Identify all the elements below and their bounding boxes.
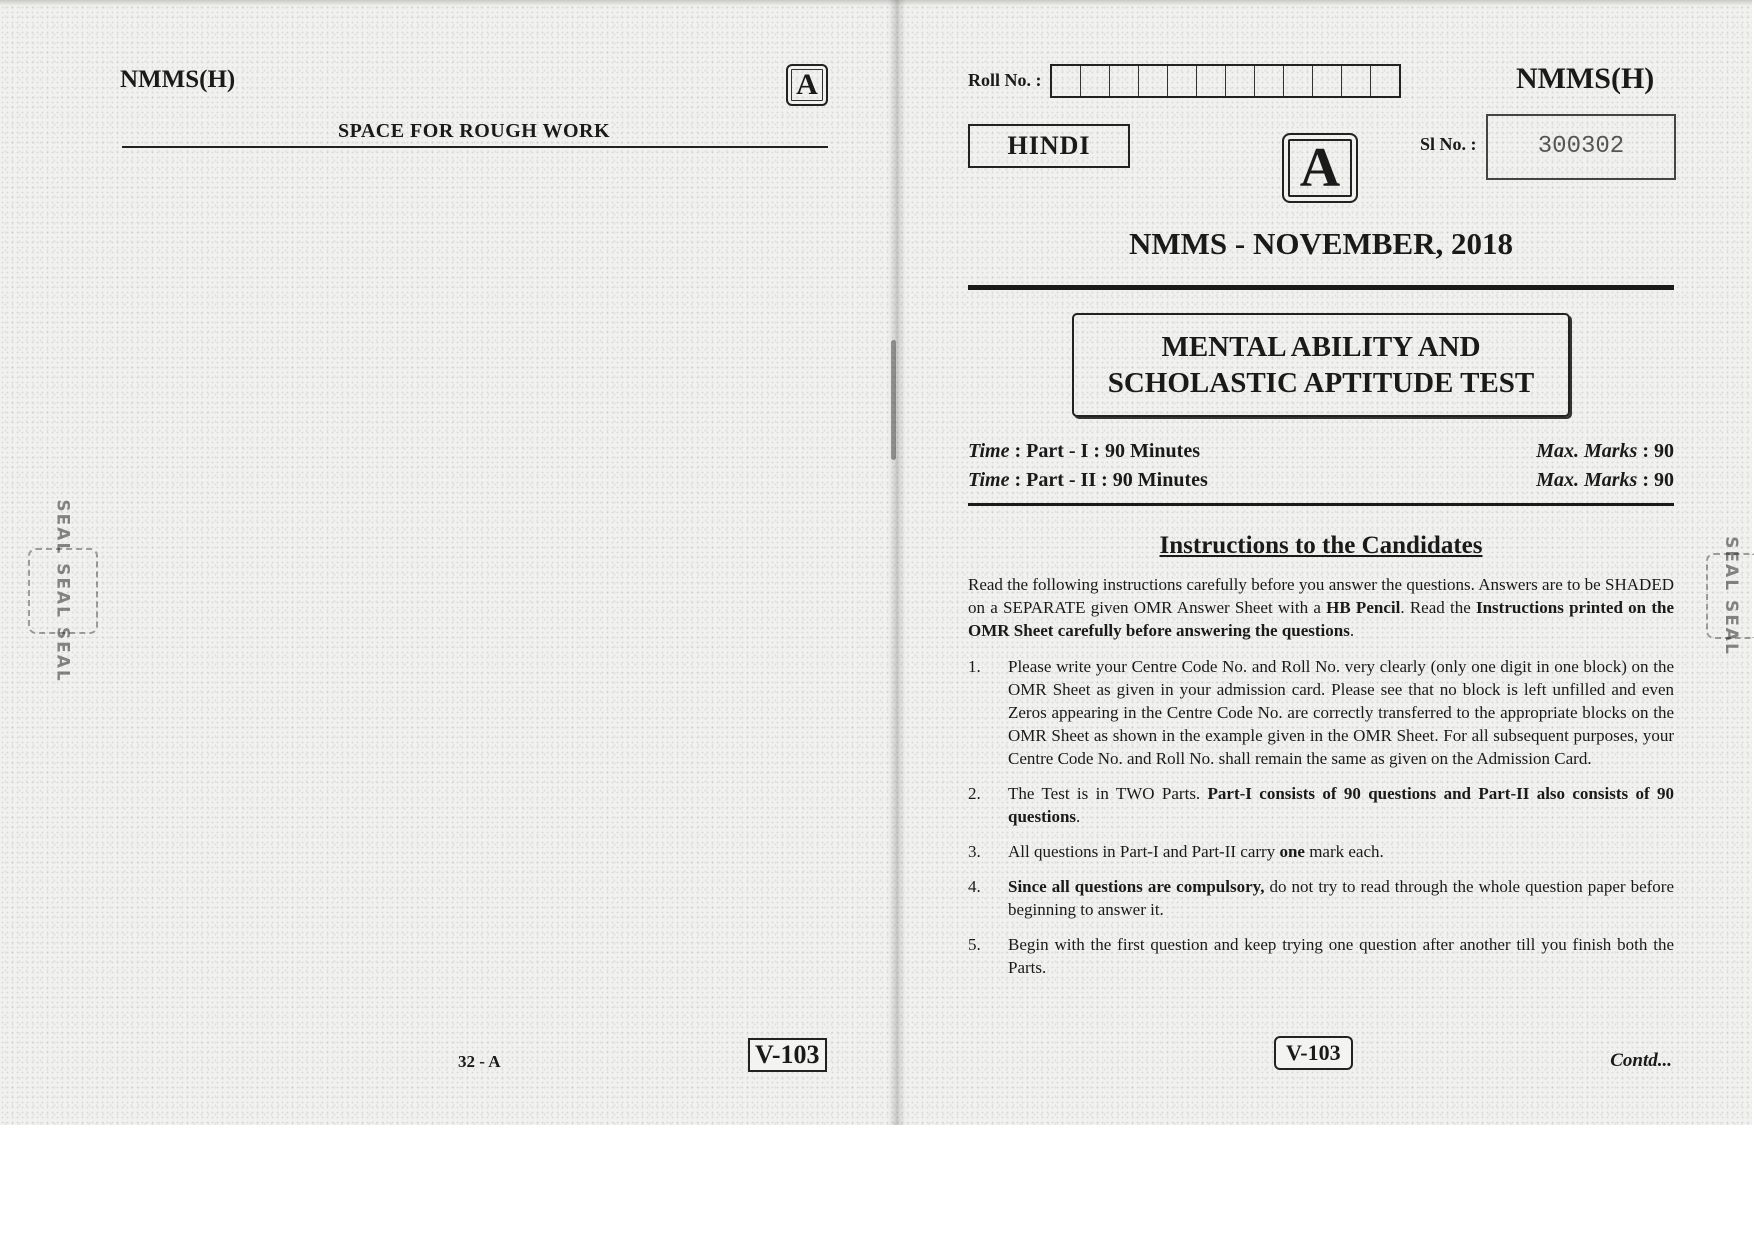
- time-word: Time: [968, 469, 1010, 491]
- time-part-1-value: : Part - I : 90 Minutes: [1009, 440, 1200, 462]
- test-title-line-2: SCHOLASTIC APTITUDE TEST: [1107, 367, 1535, 399]
- time-part-2-value: : Part - II : 90 Minutes: [1009, 469, 1208, 491]
- serial-number-box: 300302: [1486, 114, 1676, 180]
- instruction-text: [1008, 875, 1674, 921]
- max-marks-part-1: [1450, 440, 1674, 463]
- instruction-bold-part: Part-I consists of 90 questions and Part-II also consists of 90 questions: [1008, 784, 1674, 826]
- serial-number-label: Sl No. :: [1420, 134, 1477, 154]
- instruction-text-part: The Test is in TWO Parts.: [1008, 784, 1208, 803]
- roll-cell[interactable]: [1342, 66, 1371, 96]
- language-box: HINDI: [968, 124, 1130, 168]
- right-booklet-code: V-103: [1274, 1036, 1353, 1070]
- continued-label: Contd...: [1610, 1050, 1672, 1071]
- test-title-box: [1072, 313, 1570, 417]
- instruction-item: [968, 840, 1674, 863]
- intro-text: .: [1349, 621, 1355, 640]
- exam-title: NMMS - NOVEMBER, 2018: [1128, 226, 1514, 261]
- intro-text: . Read the: [1400, 598, 1476, 617]
- roll-cell[interactable]: [1226, 66, 1255, 96]
- instruction-text: [1008, 782, 1674, 828]
- instruction-text-part: All questions in Part-I and Part-II carry: [1008, 842, 1280, 861]
- instruction-item: [968, 933, 1674, 979]
- seal-text-left: SEAL SEAL SEAL: [53, 499, 73, 683]
- time-part-1: [968, 440, 1200, 463]
- roll-number-grid[interactable]: [1050, 64, 1401, 98]
- roll-cell[interactable]: [1110, 66, 1139, 96]
- marks-word: Max. Marks: [1536, 469, 1638, 491]
- intro-text: Read the following instructions carefully before you answer the questions. Answers are to be SHADED on a SEPARATE given OMR Answer Sheet with a: [968, 575, 1674, 617]
- roll-cell[interactable]: [1371, 66, 1399, 96]
- test-title-line-1: MENTAL ABILITY AND: [1161, 331, 1481, 363]
- instruction-item: [968, 875, 1674, 921]
- instruction-number: 3.: [968, 842, 981, 861]
- marks-part-2-value: : 90: [1637, 469, 1674, 491]
- roll-cell[interactable]: [1255, 66, 1284, 96]
- page-crease: [891, 340, 896, 460]
- instruction-text-part: do not try to read through the whole question paper before beginning to answer it.: [1008, 877, 1674, 919]
- rough-work-rule: [122, 146, 828, 148]
- instruction-text: Begin with the first question and keep trying one question after another till you finish both the Parts.: [1008, 935, 1674, 977]
- instruction-item: [968, 782, 1674, 828]
- seal-stamp-left: [28, 499, 98, 683]
- roll-number-label: Roll No. :: [968, 70, 1042, 90]
- roll-cell[interactable]: [1052, 66, 1081, 96]
- instruction-item: [968, 655, 1674, 770]
- instruction-number: 4.: [968, 877, 981, 896]
- instructions-intro: [968, 573, 1674, 642]
- roll-cell[interactable]: [1139, 66, 1168, 96]
- instruction-text: [1008, 840, 1674, 863]
- seal-stamp-right: [1706, 536, 1754, 656]
- instruction-text: Please write your Centre Code No. and Roll No. very clearly (only one digit in one block) on the OMR Sheet as given in your admission card. Please see that no block is left unfilled and even Zeros appearing in the Centre Code No. are correctly transferred to the appropriate blocks on the OMR Sheet as shown in the example given in the OMR Sheet. For all subsequent purposes, your Centre Code No. and Roll No. shall remain the same as given on the Admission Card.: [1008, 657, 1674, 768]
- instruction-bold-part: Since all questions are compulsory,: [1008, 877, 1265, 896]
- time-word: Time: [968, 440, 1010, 462]
- rough-work-title: SPACE FOR ROUGH WORK: [337, 120, 611, 142]
- roll-cell[interactable]: [1284, 66, 1313, 96]
- seal-text-right: SEAL SEAL: [1721, 536, 1741, 656]
- instruction-number: 2.: [968, 784, 981, 803]
- left-booklet-code: V-103: [748, 1038, 827, 1072]
- roll-cell[interactable]: [1168, 66, 1197, 96]
- roll-cell[interactable]: [1197, 66, 1226, 96]
- time-part-2: [968, 469, 1208, 492]
- instruction-text-part: mark each.: [1304, 842, 1384, 861]
- intro-bold-instructions: Instructions printed on the OMR Sheet carefully before answering the questions: [968, 598, 1674, 640]
- instruction-text-part: .: [1076, 807, 1081, 826]
- right-set-code-box: A: [1282, 133, 1358, 203]
- roll-cell[interactable]: [1081, 66, 1110, 96]
- instruction-number: 1.: [968, 657, 981, 676]
- roll-cell[interactable]: [1313, 66, 1342, 96]
- instructions-heading: Instructions to the Candidates: [1159, 532, 1483, 559]
- marks-word: Max. Marks: [1536, 440, 1638, 462]
- scan-top-edge: [0, 0, 1752, 6]
- left-exam-code: NMMS(H): [120, 66, 236, 93]
- title-rule: [968, 285, 1674, 290]
- book-gutter: [888, 0, 906, 1125]
- time-rule: [968, 503, 1674, 506]
- right-exam-code: NMMS(H): [1516, 62, 1655, 95]
- left-page-number: 32 - A: [458, 1052, 501, 1071]
- instruction-number: 5.: [968, 935, 981, 954]
- marks-part-1-value: : 90: [1637, 440, 1674, 462]
- instructions-list: [968, 655, 1674, 991]
- intro-bold-hb-pencil: HB Pencil: [1326, 598, 1401, 617]
- instruction-bold-part: one: [1279, 842, 1305, 861]
- left-set-code-box: A: [786, 64, 828, 106]
- max-marks-part-2: [1450, 469, 1674, 492]
